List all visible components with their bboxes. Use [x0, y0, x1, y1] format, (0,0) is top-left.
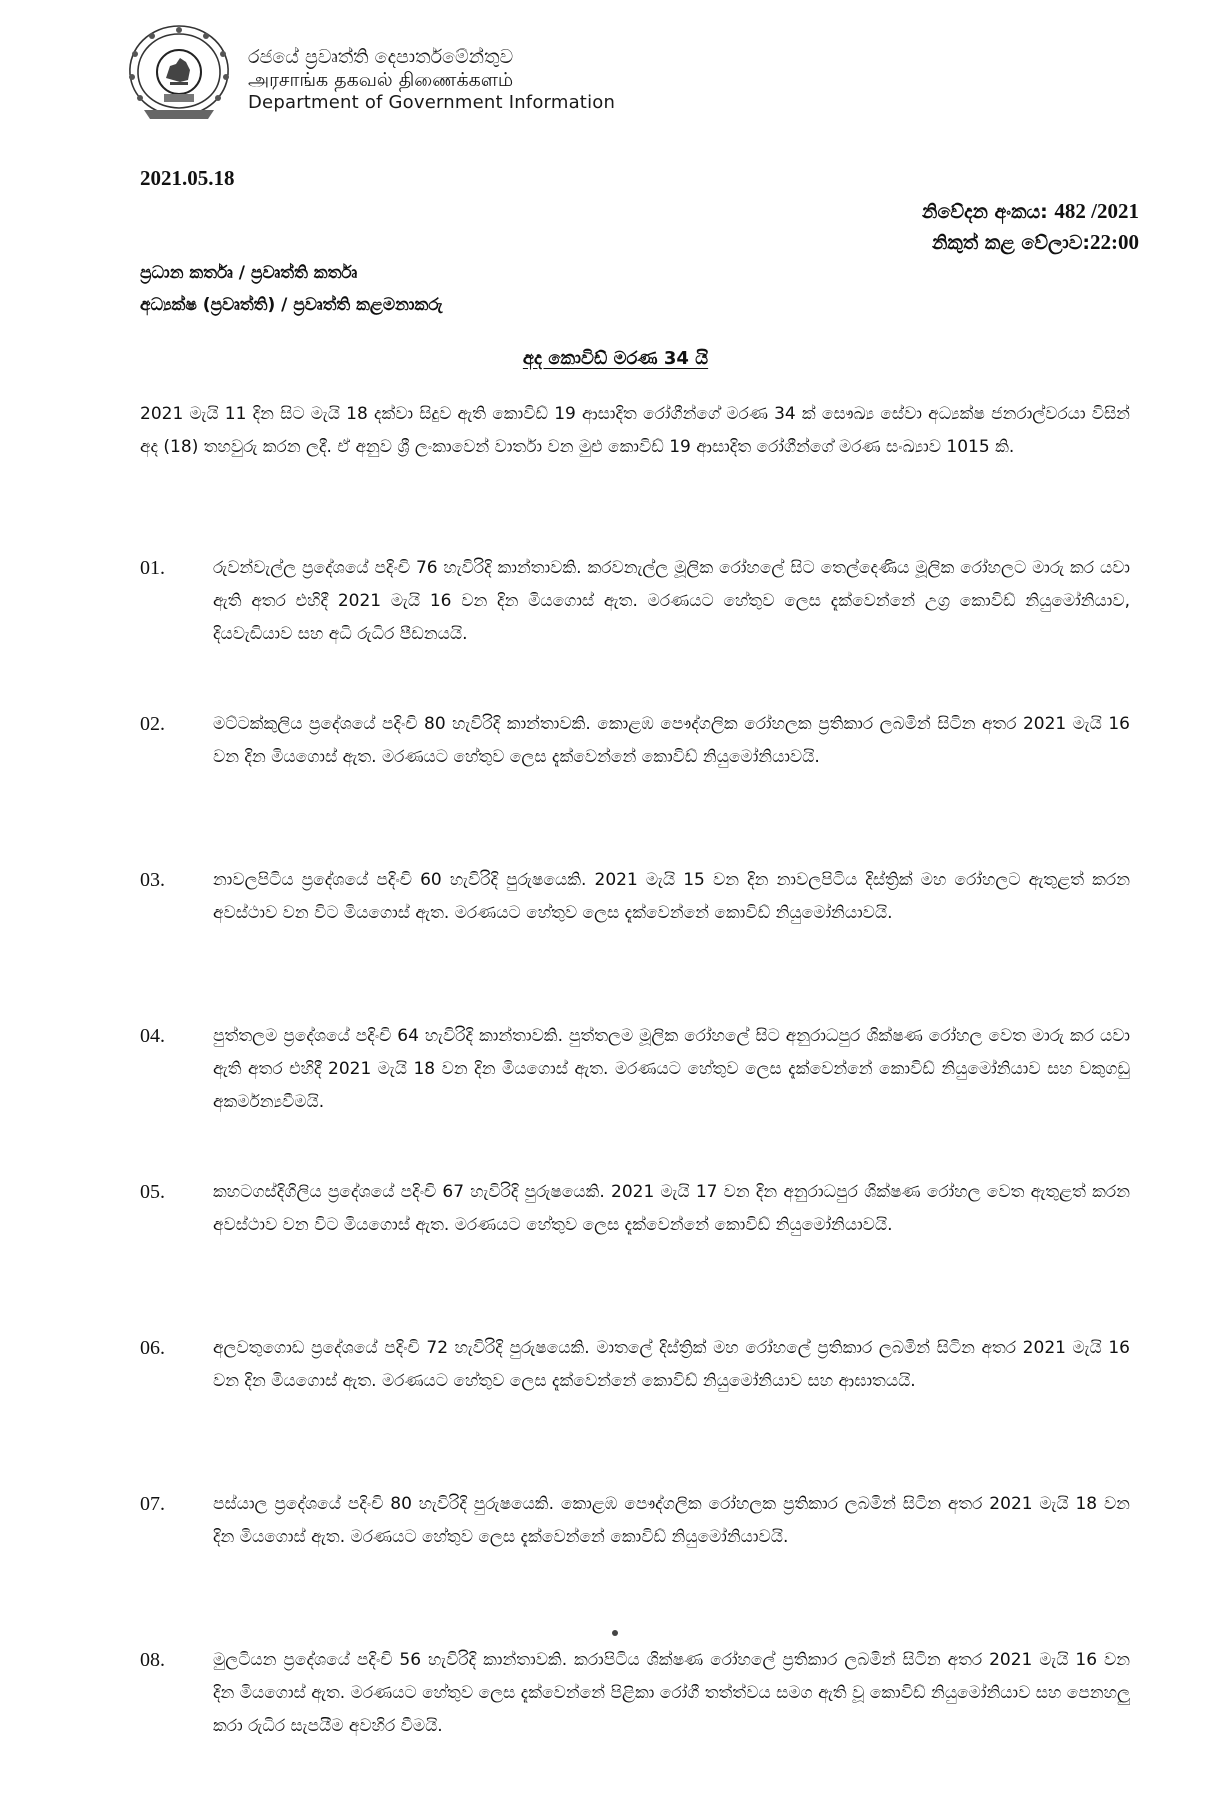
letterhead-text: [248, 46, 638, 113]
issued-time-value: 22:00: [1090, 230, 1139, 254]
item-number: 03.: [140, 869, 165, 891]
list-item: [140, 1176, 1130, 1332]
release-title: අද කොවිඩ් මරණ 34 යි: [522, 348, 709, 369]
intro-paragraph: 2021 මැයි 11 දින සිට මැයි 18 දක්වා සිදුව ඇති කොවිඩ් 19 ආසාදිත රෝගීන්ගේ මරණ 34 ක් සෞඛ්‍ය සේවා අධ්‍යක්ෂ ජනරාල්වරයා විසින් අද (18) තහවුරු කරන ලදී. ඒ අනුව ශ්‍රී ලංකාවෙන් වාර්තා වන මුළු කොවිඩ් 19 ආසාදිත රෝගීන්ගේ මරණ සංඛ්‍යාව 1015 කි.: [140, 404, 1130, 457]
item-text: අලවතුගොඩ ප්‍රදේශයේ පදිංචි 72 හැවිරිදි පුරුෂයෙකි. මාතලේ දිස්ත්‍රික් මහ රෝහලේ ප්‍රතිකාර ලබමින් සිටින අතර 2021 මැයි 16 වන දින මියගොස් ඇත. මරණයට හේතුව ලෙස දැක්වෙන්නේ කොවිඩ් නියුමෝනියාව සහ ආඝාතයයි.: [213, 1338, 1130, 1391]
item-number: 04.: [140, 1025, 165, 1047]
item-text: මට්ටක්කුලිය ප්‍රදේශයේ පදිංචි 80 හැවිරිදි කාන්තාවකි. කොළඹ පෞද්ගලික රෝහලක ප්‍රතිකාර ලබමින් සිටින අතර 2021 මැයි 16 වන දින මියගොස් ඇත. මරණයට හේතුව ලෙස දැක්වෙන්නේ කොවිඩ් නියුමෝනියාවයි.: [213, 714, 1130, 767]
release-title-wrapper: [0, 348, 1231, 369]
item-text: මුලටියන ප්‍රදේශයේ පදිංචි 56 හැවිරිදි කාන්තාවකි. කරාපිටිය ශික්ෂණ රෝහලේ ප්‍රතිකාර ලබමින් සිටින අතර 2021 මැයි 16 වන දින මියගොස් ඇත. මරණයට හේතුව ලෙස දැක්වෙන්නේ පිළිකා රෝගී තත්ත්වය සමග ඇති වූ කොවිඩ් නියුමෝනියාව සහ පෙනහලු කරා රුධිර සැපයීම අවහිර වීමයි.: [213, 1650, 1130, 1736]
list-item: [140, 708, 1130, 864]
item-number: 08.: [140, 1649, 165, 1671]
list-item: [140, 1332, 1130, 1488]
scan-mark: [612, 1630, 618, 1636]
item-text: නාවලපිටිය ප්‍රදේශයේ පදිංචි 60 හැවිරිදි පුරුෂයෙකි. 2021 මැයි 15 වන දින නාවලපිටිය දිස්ත්‍රික් මහ රෝහලට ඇතුළත් කරන අවස්ථාව වන විට මියගොස් ඇත. මරණයට හේතුව ලෙස දැක්වෙන්නේ කොවිඩ් නියුමෝනියාවයි.: [213, 870, 1130, 923]
item-number: 02.: [140, 713, 165, 735]
item-number: 05.: [140, 1181, 165, 1203]
list-item: [140, 1644, 1130, 1800]
release-date: 2021.05.18: [140, 166, 235, 190]
release-number-line: [922, 196, 1139, 227]
item-number: 06.: [140, 1337, 165, 1359]
item-text: පස්යාල ප්‍රදේශයේ පදිංචි 80 හැවිරිදි පුරුෂයෙකි. කොළඹ පෞද්ගලික රෝහලක ප්‍රතිකාර ලබමින් සිටින අතර 2021 මැයි 18 වන දින මියගොස් ඇත. මරණයට හේතුව ලෙස දැක්වෙන්නේ කොවිඩ් නියුමෝනියාවයි.: [213, 1494, 1130, 1547]
item-number: 01.: [140, 557, 165, 579]
national-emblem-icon: [120, 22, 238, 122]
list-item: [140, 552, 1130, 708]
issued-time-label: නිකුත් කළ වේලාව:: [931, 232, 1090, 254]
department-name-tamil: அரசாங்க தகவல் திணைக்களம்: [248, 68, 514, 91]
list-item: [140, 864, 1130, 1020]
department-name-sinhala: රජයේ ප්‍රවෘත්ති දෙපාර්තමේන්තුව: [248, 46, 514, 68]
release-number-value: 482 /2021: [1054, 199, 1139, 223]
recipients-line-2: අධ්‍යක්ෂ (ප්‍රවෘත්ති) / ප්‍රවෘත්ති කළමනාකරු: [140, 295, 443, 315]
letterhead: [120, 22, 640, 132]
list-item: [140, 1020, 1130, 1176]
issued-time-line: [922, 227, 1139, 258]
item-text: පුත්තලම ප්‍රදේශයේ පදිංචි 64 හැවිරිදි කාන්තාවකි. පුත්තලම මූලික රෝහලේ සිට අනුරාධපුර ශික්ෂණ රෝහල වෙත මාරු කර යවා ඇති අතර එහිදී 2021 මැයි 18 වන දින මියගොස් ඇත. මරණයට හේතුව ලෙස දැක්වෙන්නේ කොවිඩ් නියුමෝනියාව සහ වකුගඩු අකර්මන්‍යවීමයි.: [213, 1026, 1130, 1112]
item-text: කහටගස්දිගිලිය ප්‍රදේශයේ පදිංචි 67 හැවිරිදි පුරුෂයෙකි. 2021 මැයි 17 වන දින අනුරාධපුර ශික්ෂණ රෝහල වෙත ඇතුළත් කරන අවස්ථාව වන විට මියගොස් ඇත. මරණයට හේතුව ලෙස දැක්වෙන්නේ කොවිඩ් නියුමෝනියාවයි.: [213, 1182, 1130, 1235]
recipients-line-1: ප්‍රධාන කර්තෘ / ප්‍රවෘත්ති කර්තෘ: [140, 263, 358, 283]
list-item: [140, 1488, 1130, 1644]
item-number: 07.: [140, 1493, 165, 1515]
release-number-label: නිවේදන අංකය:: [922, 201, 1048, 223]
department-name-english: Department of Government Information: [248, 91, 616, 113]
recipients: [140, 257, 443, 321]
release-reference: [922, 196, 1139, 258]
item-text: රුවන්වැල්ල ප්‍රදේශයේ පදිංචි 76 හැවිරිදි කාන්තාවකි. කරවනැල්ල මූලික රෝහලේ සිට තෙල්දෙණිය මූලික රෝහලට මාරු කර යවා ඇති අතර එහිදී 2021 මැයි 16 වන දින මියගොස් ඇත. මරණයට හේතුව ලෙස දැක්වෙන්නේ උග්‍ර කොවිඩ් නියුමෝනියාව, දියවැඩියාව සහ අධි රුධිර පීඩනයයි.: [213, 558, 1130, 644]
death-details-list: [140, 552, 1130, 1800]
